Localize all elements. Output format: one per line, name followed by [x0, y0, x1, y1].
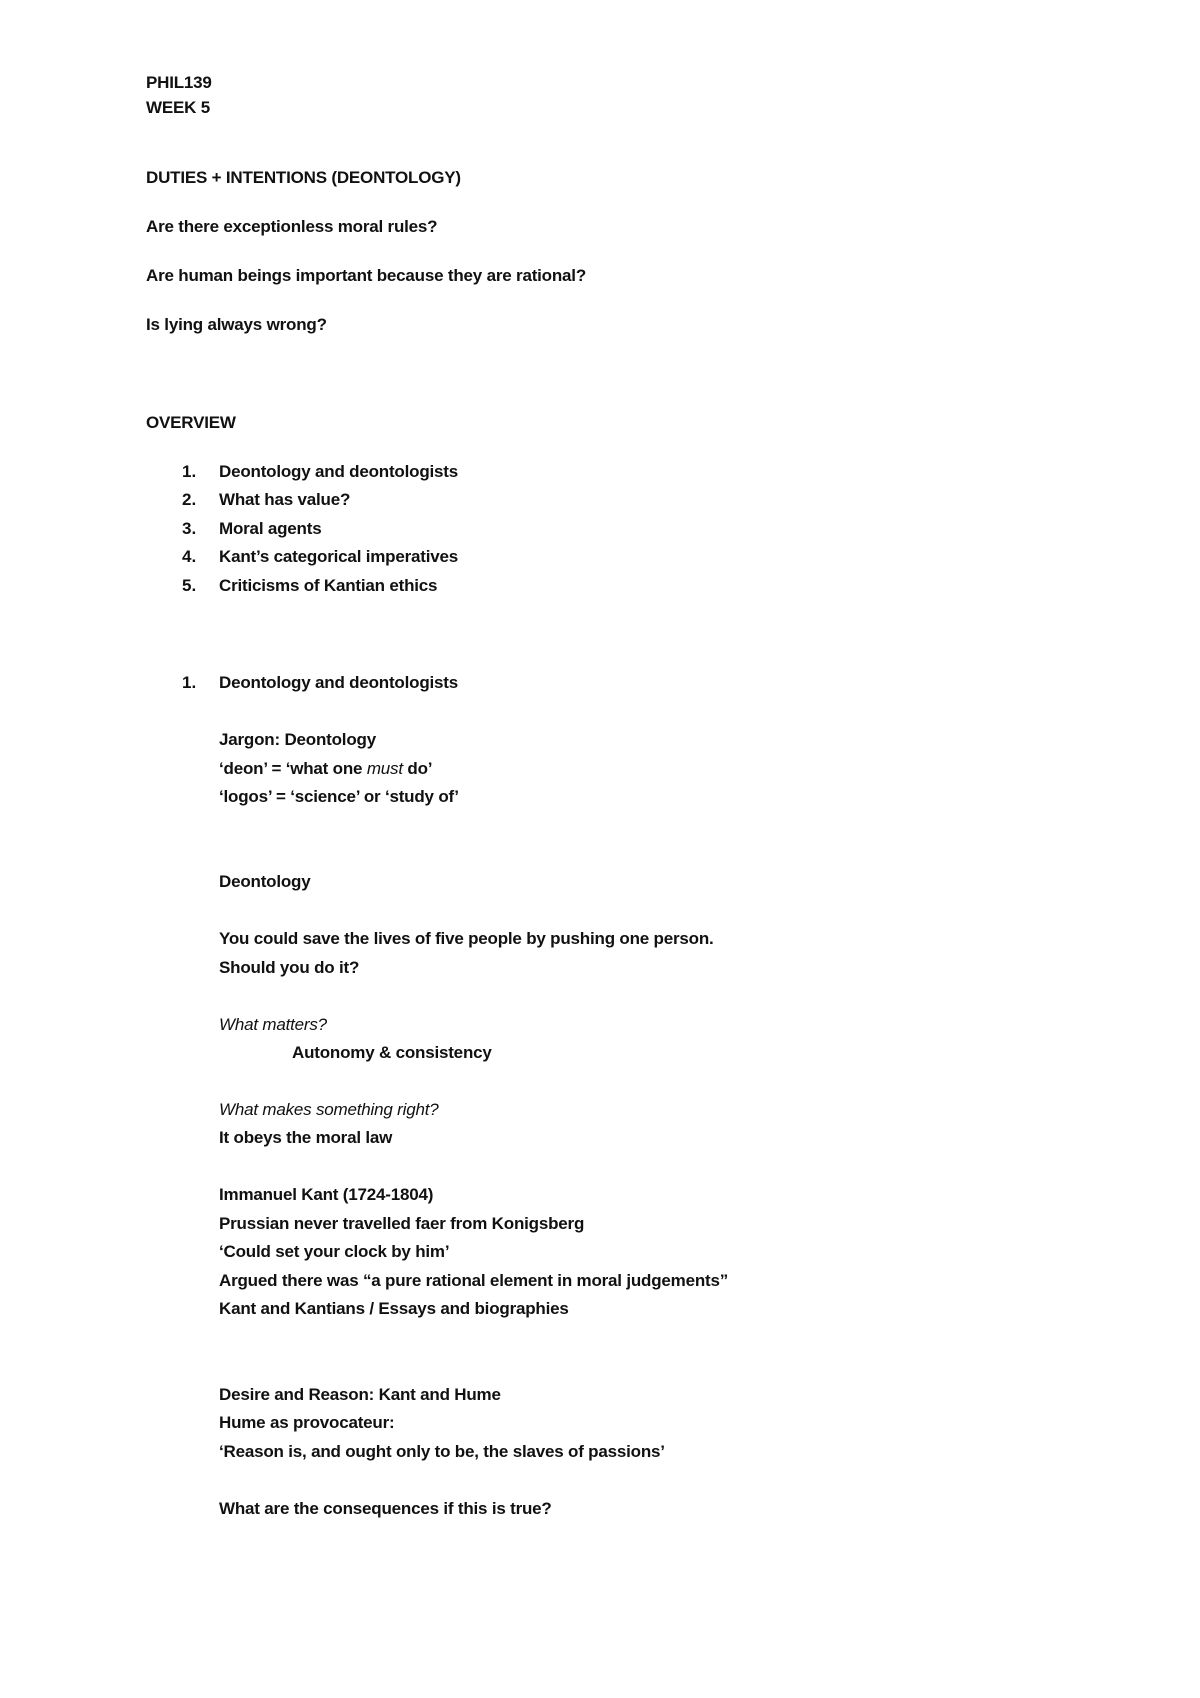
emphasis-must: must [366, 759, 403, 778]
kant-name: Immanuel Kant (1724-1804) [219, 1185, 434, 1204]
hume-question: What are the consequences if this is true? [219, 1499, 552, 1518]
deontology-title: Deontology [219, 872, 311, 891]
overview-item-label: Deontology and deontologists [219, 462, 458, 481]
hume-line-2: ‘Reason is, and ought only to be, the slaves of passions’ [219, 1442, 665, 1461]
jargon-deon: ‘deon’ = ‘what one must do’ [219, 759, 433, 778]
overview-heading: OVERVIEW [146, 413, 236, 432]
kant-line-2: ‘Could set your clock by him’ [219, 1242, 450, 1261]
jargon-title: Jargon: Deontology [219, 730, 376, 749]
jargon-logos: ‘logos’ = ‘science’ or ‘study of’ [219, 787, 459, 806]
section-heading: Deontology and deontologists [219, 673, 458, 692]
overview-item-label: Kant’s categorical imperatives [219, 547, 459, 566]
scenario-line-2: Should you do it? [219, 958, 360, 977]
kant-line-3: Argued there was “a pure rational element in moral judgements” [219, 1271, 729, 1290]
week-label: WEEK 5 [146, 98, 210, 117]
answer-what-makes-right: It obeys the moral law [219, 1128, 393, 1147]
overview-item-number: 4. [182, 547, 197, 566]
question-3: Is lying always wrong? [146, 315, 327, 334]
overview-item-number: 3. [182, 519, 197, 538]
hume-line-1: Hume as provocateur: [219, 1413, 395, 1432]
overview-item-label: Criticisms of Kantian ethics [219, 576, 438, 595]
question-1: Are there exceptionless moral rules? [146, 217, 438, 236]
overview-item-number: 5. [182, 576, 197, 595]
overview-item-number: 2. [182, 490, 197, 509]
question-2: Are human beings important because they are rational? [146, 266, 587, 285]
overview-item-label: What has value? [219, 490, 351, 509]
overview-item-number: 1. [182, 462, 197, 481]
section-number: 1. [182, 673, 197, 692]
document-title: DUTIES + INTENTIONS (DEONTOLOGY) [146, 168, 461, 187]
scenario-line-1: You could save the lives of five people by pushing one person. [219, 929, 714, 948]
course-code: PHIL139 [146, 73, 212, 92]
question-what-matters: What matters? [219, 1015, 327, 1034]
overview-item-label: Moral agents [219, 519, 322, 538]
answer-what-matters: Autonomy & consistency [292, 1043, 492, 1062]
hume-title: Desire and Reason: Kant and Hume [219, 1385, 501, 1404]
question-what-makes-right: What makes something right? [219, 1100, 439, 1119]
kant-line-1: Prussian never travelled faer from Konigsberg [219, 1214, 585, 1233]
kant-line-4: Kant and Kantians / Essays and biographies [219, 1299, 569, 1318]
